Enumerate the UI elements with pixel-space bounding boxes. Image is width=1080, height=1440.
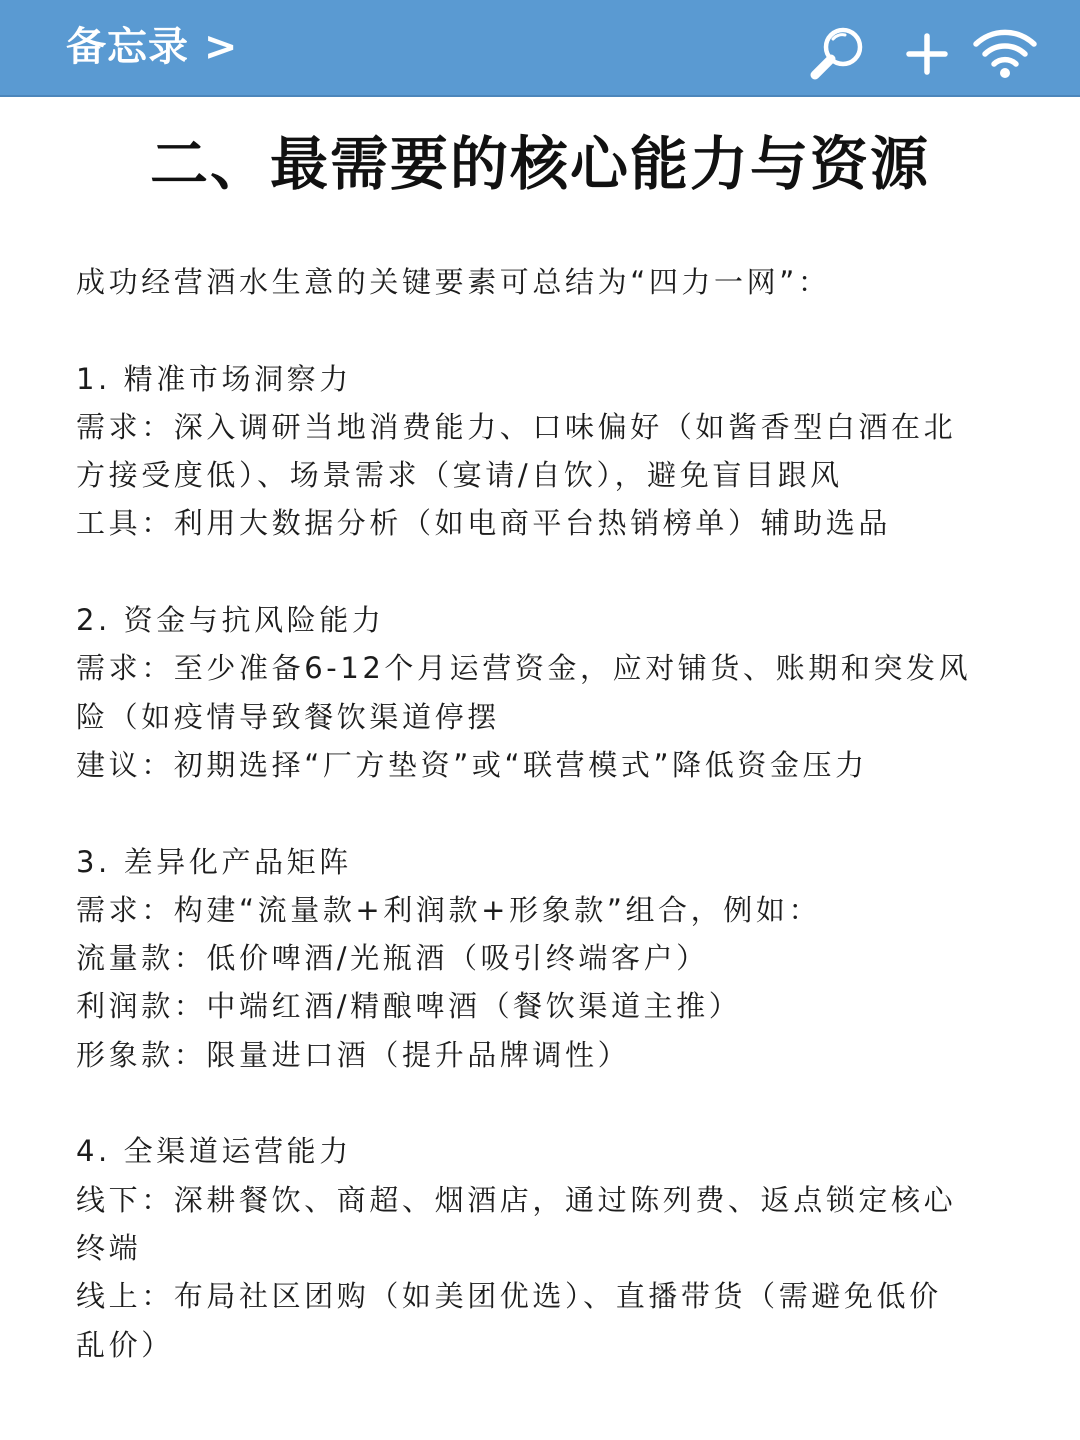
back-to-notes-button[interactable]: 备忘录 >: [66, 24, 239, 70]
spacer: [76, 548, 1026, 596]
section-heading: 2. 资金与抗风险能力: [76, 603, 385, 638]
add-icon[interactable]: [895, 22, 959, 86]
wifi-icon: [970, 22, 1040, 86]
section-line: 方接受度低）、场景需求（宴请/自饮），避免盲目跟风: [76, 458, 843, 493]
section-line: 流量款：低价啤酒/光瓶酒（吸引终端客户）: [76, 941, 709, 976]
section-heading: 1. 精准市场洞察力: [76, 361, 352, 396]
spacer: [76, 1079, 1026, 1127]
spacer: [76, 789, 1026, 837]
section-line: 需求：至少准备6-12个月运营资金，应对铺货、账期和突发风: [76, 651, 972, 686]
top-bar: [0, 0, 1080, 97]
section-line: 利润款：中端红酒/精酿啤酒（餐饮渠道主推）: [76, 989, 742, 1024]
section-line: 乱价）: [76, 1327, 174, 1362]
section-line: 险（如疫情导致餐饮渠道停摆: [76, 699, 500, 734]
page-title: 二、最需要的核心能力与资源: [149, 130, 930, 198]
section-heading: 3. 差异化产品矩阵: [76, 844, 352, 879]
search-icon[interactable]: [806, 22, 870, 86]
section-line: 形象款：限量进口酒（提升品牌调性）: [76, 1037, 631, 1072]
section-line: 需求：构建“流量款+利润款+形象款”组合，例如：: [76, 892, 822, 927]
section-line: 工具：利用大数据分析（如电商平台热销榜单）辅助选品: [76, 506, 892, 541]
spacer: [76, 306, 1026, 354]
intro-text: 成功经营酒水生意的关键要素可总结为“四力一网”：: [76, 265, 831, 299]
section-line: 线下：深耕餐饮、商超、烟酒店，通过陈列费、返点锁定核心: [76, 1182, 957, 1217]
section-line: 建议：初期选择“厂方垫资”或“联营模式”降低资金压力: [76, 747, 868, 782]
note-body: [76, 258, 1026, 1369]
section-line: 需求：深入调研当地消费能力、口味偏好（如酱香型白酒在北: [76, 409, 957, 444]
section-heading: 4. 全渠道运营能力: [76, 1134, 352, 1169]
section-line: 终端: [76, 1230, 142, 1265]
section-line: 线上：布局社区团购（如美团优选）、直播带货（需避免低价: [76, 1279, 942, 1314]
